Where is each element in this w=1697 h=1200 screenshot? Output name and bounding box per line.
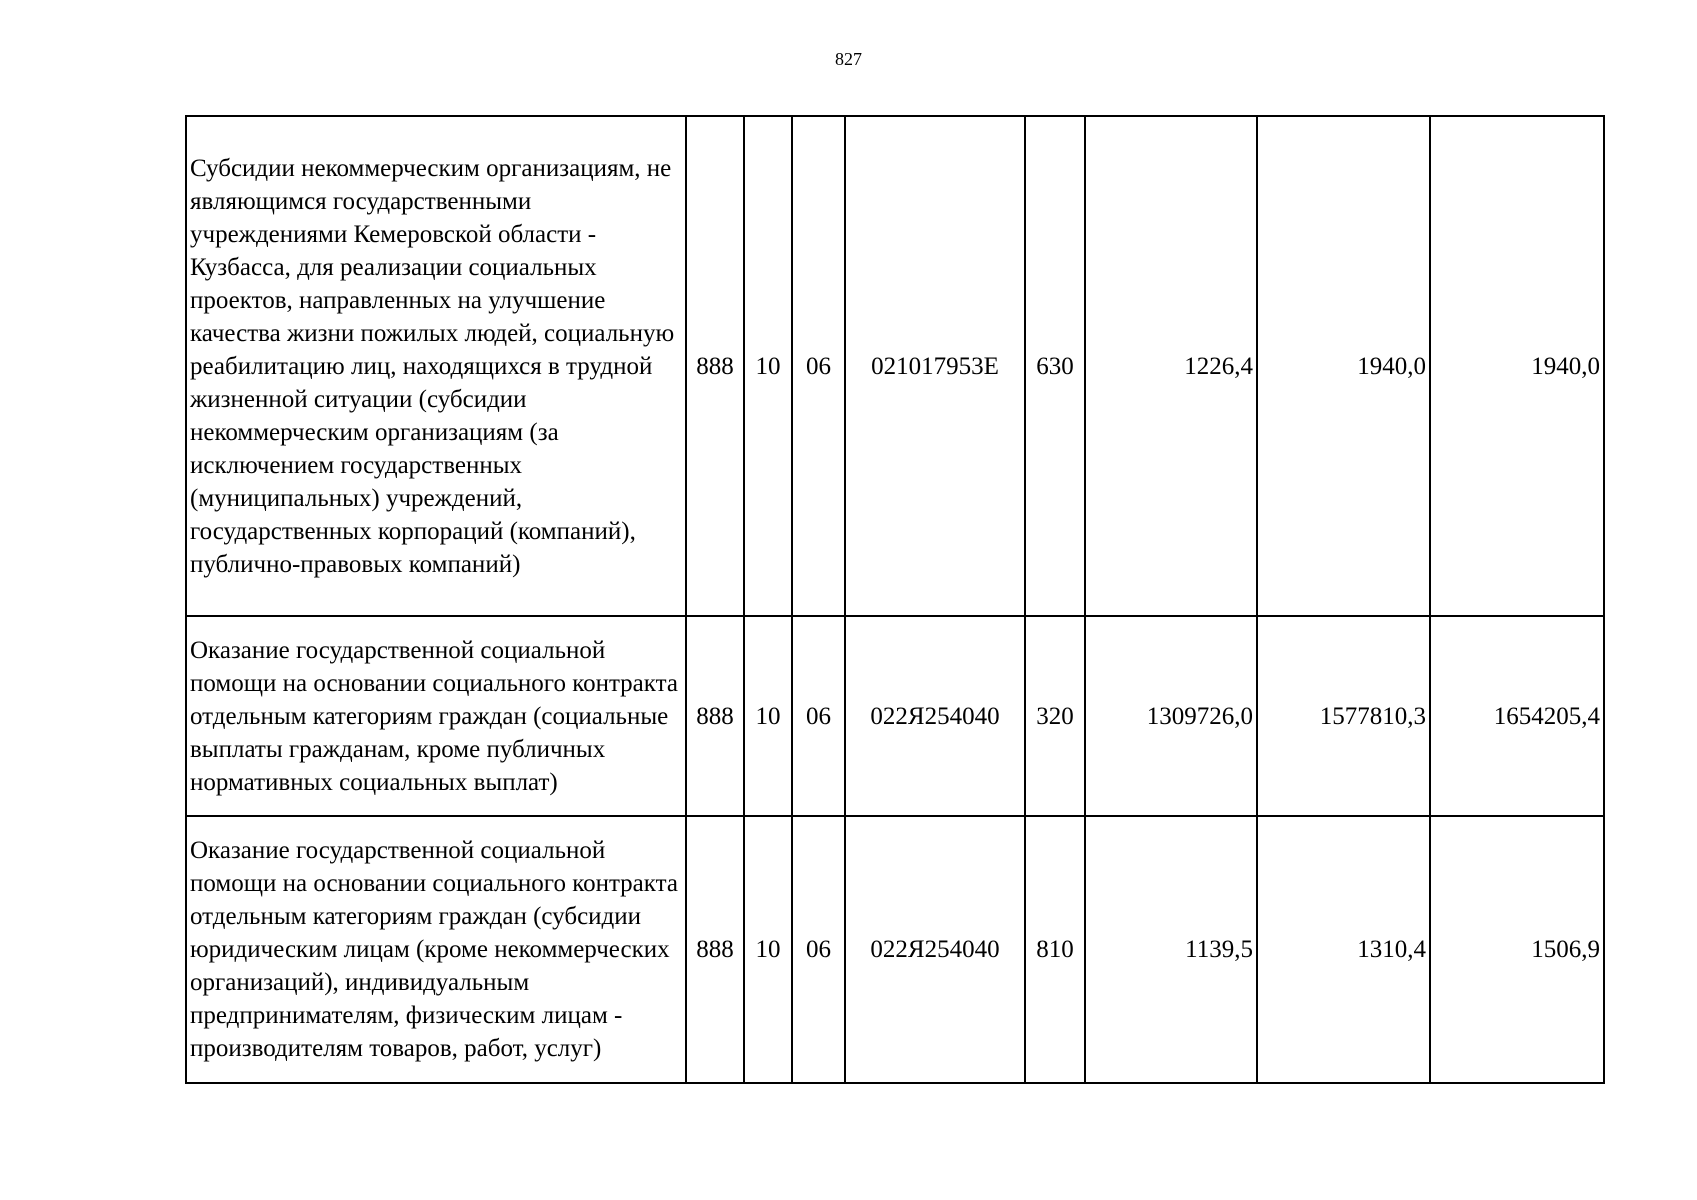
section-code: 10 [744, 616, 792, 816]
amount-year-1: 1226,4 [1085, 116, 1257, 616]
table-row [186, 616, 1604, 816]
subsection-code: 06 [792, 616, 845, 816]
target-article-code: 021017953Е [845, 116, 1025, 616]
subsection-code: 06 [792, 816, 845, 1083]
amount-year-3: 1654205,4 [1430, 616, 1604, 816]
amount-year-3: 1506,9 [1430, 816, 1604, 1083]
budget-table [185, 115, 1605, 1084]
expense-type-code: 630 [1025, 116, 1085, 616]
subsection-code: 06 [792, 116, 845, 616]
table-row [186, 116, 1604, 616]
section-code: 10 [744, 116, 792, 616]
target-article-code: 022Я254040 [845, 816, 1025, 1083]
table-row [186, 816, 1604, 1083]
ministry-code: 888 [686, 616, 744, 816]
row-description: Субсидии некоммерческим организациям, не являющимся государственными учреждениями Кемеровской области - Кузбасса, для реализации социальных проектов, направленных на улучшение качества жизни пожилых людей, социальную реабилитацию лиц, находящихся в трудной жизненной ситуации (субсидии некоммерческим организациям (за исключением государственных (муниципальных) учреждений, государственных корпораций (компаний), публично-правовых компаний) [186, 116, 686, 616]
amount-year-2: 1577810,3 [1257, 616, 1430, 816]
amount-year-1: 1309726,0 [1085, 616, 1257, 816]
amount-year-3: 1940,0 [1430, 116, 1604, 616]
section-code: 10 [744, 816, 792, 1083]
target-article-code: 022Я254040 [845, 616, 1025, 816]
ministry-code: 888 [686, 116, 744, 616]
amount-year-2: 1940,0 [1257, 116, 1430, 616]
row-description: Оказание государственной социальной помощи на основании социального контракта отдельным категориям граждан (субсидии юридическим лицам (кроме некоммерческих организаций), индивидуальным предпринимателям, физическим лицам - производителям товаров, работ, услуг) [186, 816, 686, 1083]
amount-year-1: 1139,5 [1085, 816, 1257, 1083]
ministry-code: 888 [686, 816, 744, 1083]
amount-year-2: 1310,4 [1257, 816, 1430, 1083]
row-description: Оказание государственной социальной помощи на основании социального контракта отдельным категориям граждан (социальные выплаты гражданам, кроме публичных нормативных социальных выплат) [186, 616, 686, 816]
expense-type-code: 810 [1025, 816, 1085, 1083]
page-number: 827 [835, 49, 862, 69]
expense-type-code: 320 [1025, 616, 1085, 816]
